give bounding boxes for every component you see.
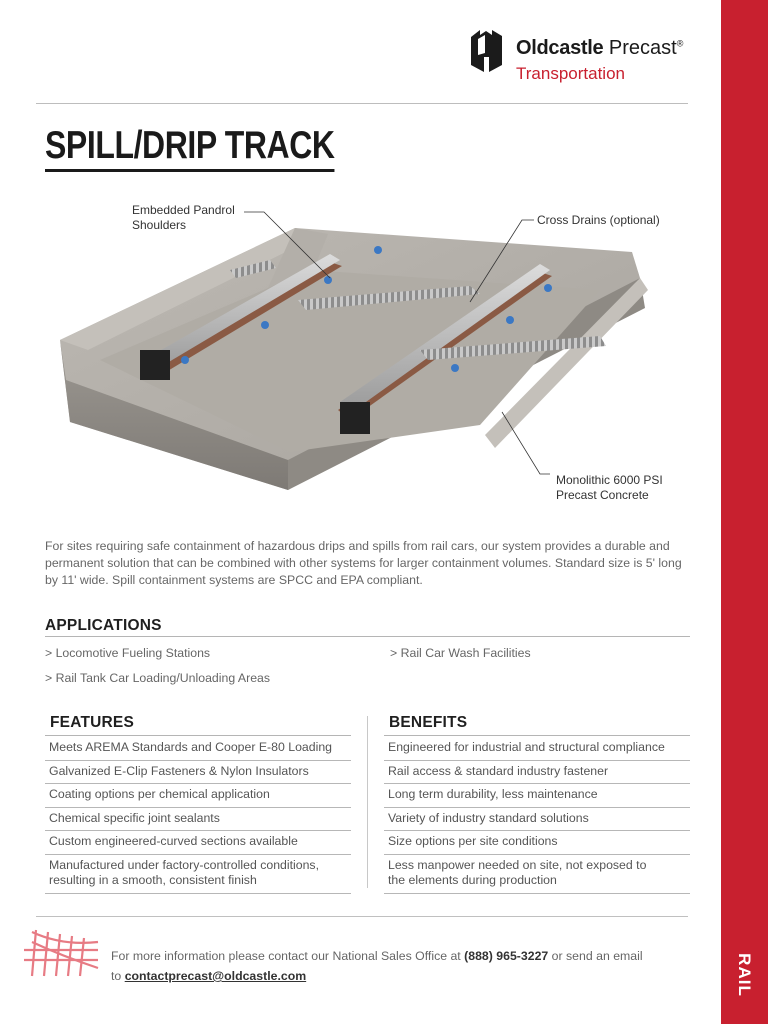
application-item: > Locomotive Fueling Stations	[45, 646, 211, 660]
benefit-item: Variety of industry standard solutions	[384, 808, 690, 832]
feature-item: Custom engineered-curved sections available	[45, 831, 351, 855]
benefit-item: Less manpower needed on site, not exposed to the elements during production	[384, 855, 690, 894]
feature-item: Galvanized E-Clip Fasteners & Nylon Insulators	[45, 761, 351, 785]
spill-track-drawing	[40, 190, 690, 510]
sidebar-bar	[721, 0, 768, 1024]
benefit-item: Rail access & standard industry fastener	[384, 761, 690, 785]
contact-info: For more information please contact our National Sales Office at (888) 965-3227 or send an email to contactprecast@oldcastle.com	[111, 949, 643, 983]
benefit-item: Long term durability, less maintenance	[384, 784, 690, 808]
benefit-item: Engineered for industrial and structural compliance	[384, 737, 690, 761]
benefit-item: Size options per site conditions	[384, 831, 690, 855]
rail-track-icon	[22, 928, 100, 978]
feature-item: Manufactured under factory-controlled conditions, resulting in a smooth, consistent finish	[45, 855, 351, 894]
sidebar-label: RAIL	[735, 953, 754, 997]
column-divider	[367, 716, 368, 888]
feature-item: Coating options per chemical application	[45, 784, 351, 808]
callout-concrete: Monolithic 6000 PSI Precast Concrete	[556, 473, 663, 502]
brand-name: Oldcastle Precast®	[516, 37, 684, 59]
benefits-list	[384, 737, 690, 894]
applications-heading: APPLICATIONS	[45, 617, 162, 634]
header-divider	[36, 103, 688, 104]
benefits-rule	[384, 735, 690, 736]
intro-paragraph: For sites requiring safe containment of hazardous drips and spills from rail cars, our system provides a durable and permanent solution that can be combined with other systems for larger containment volumes. Standard size is 5' long by 11' wide. Spill containment systems are SPCC and EPA compliant.	[45, 539, 682, 587]
footer-divider	[36, 916, 688, 917]
product-illustration	[40, 190, 690, 510]
features-rule	[45, 735, 351, 736]
brand-mark-icon	[468, 27, 508, 73]
callout-cross-drains: Cross Drains (optional)	[537, 213, 660, 227]
callout-pandrol: Embedded Pandrol Shoulders	[132, 203, 235, 232]
brand-logo	[468, 27, 698, 87]
features-list	[45, 737, 351, 894]
feature-item: Chemical specific joint sealants	[45, 808, 351, 832]
application-item: > Rail Tank Car Loading/Unloading Areas	[45, 671, 271, 685]
benefits-heading: BENEFITS	[389, 714, 468, 731]
page-title: SPILL/DRIP TRACK	[45, 124, 335, 172]
application-item: > Rail Car Wash Facilities	[390, 646, 531, 660]
features-heading: FEATURES	[50, 714, 134, 731]
applications-rule	[45, 636, 690, 637]
email-link[interactable]: contactprecast@oldcastle.com	[124, 969, 307, 983]
feature-item: Meets AREMA Standards and Cooper E-80 Loading	[45, 737, 351, 761]
brand-division: Transportation	[516, 64, 625, 83]
phone-number[interactable]: (888) 965-3227	[464, 949, 549, 963]
